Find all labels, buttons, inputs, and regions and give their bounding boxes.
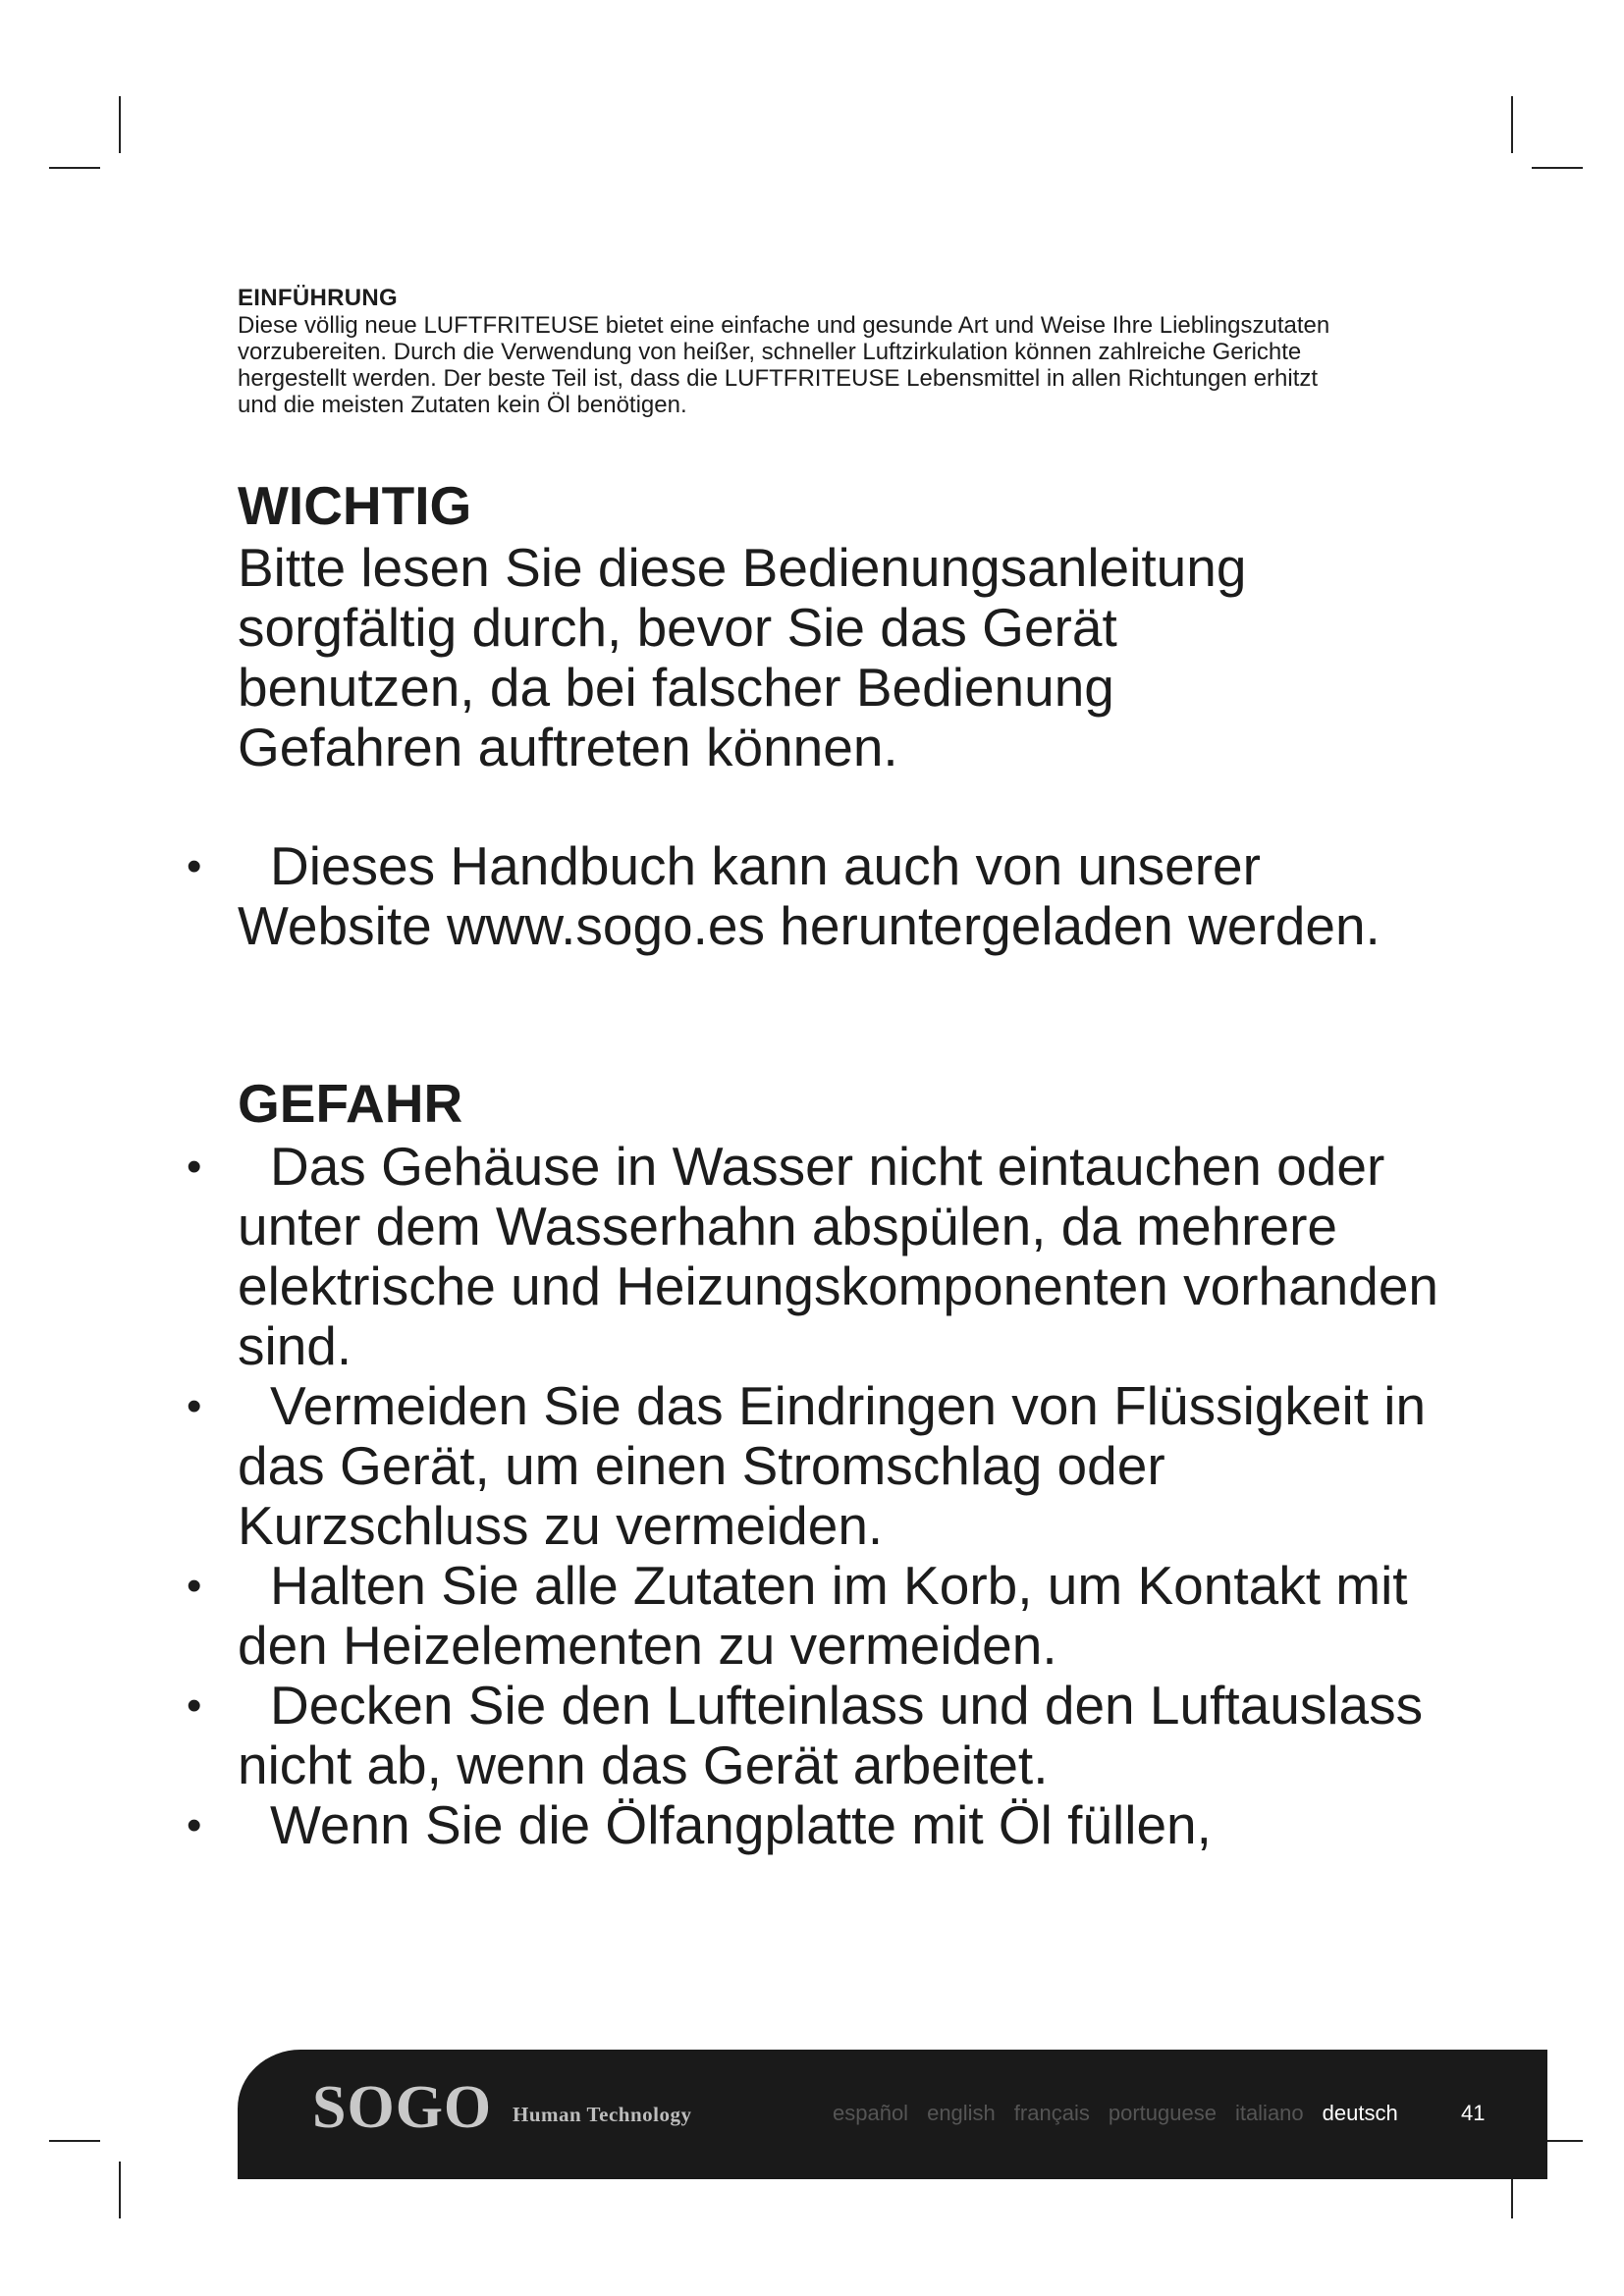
bullet-icon: • xyxy=(187,842,202,890)
crop-mark xyxy=(119,96,121,153)
bullet-icon: • xyxy=(187,1562,202,1610)
crop-mark xyxy=(1511,96,1513,153)
danger-item: Das Gehäuse in Wasser nicht eintauchen oder unter dem Wasserhahn abspülen, da mehrere elektrische und Heizungskomponenten vorhanden sind. xyxy=(238,1136,1439,1376)
list-item xyxy=(187,1794,1445,1855)
bullet-icon: • xyxy=(187,1801,202,1849)
list-item xyxy=(187,1555,1445,1676)
crop-mark xyxy=(49,2140,100,2142)
bullet-icon: • xyxy=(187,1682,202,1730)
page-number: 41 xyxy=(1461,2101,1486,2125)
note-list xyxy=(187,835,1445,956)
crop-mark xyxy=(1532,167,1583,169)
note-text: Dieses Handbuch kann auch von unserer Website www.sogo.es heruntergeladen werden. xyxy=(238,835,1380,956)
danger-item: Wenn Sie die Ölfangplatte mit Öl füllen, xyxy=(270,1794,1212,1855)
list-item xyxy=(187,1136,1445,1376)
list-item xyxy=(187,835,1445,956)
crop-mark xyxy=(49,167,100,169)
important-heading: WICHTIG xyxy=(238,475,472,536)
list-item xyxy=(187,1375,1445,1556)
language-item-portuguese: portuguese xyxy=(1108,2101,1217,2125)
danger-item: Vermeiden Sie das Eindringen von Flüssigkeit in das Gerät, um einen Stromschlag oder Kurzschluss zu vermeiden. xyxy=(238,1375,1427,1556)
footer-bar xyxy=(238,2050,1547,2179)
bullet-icon: • xyxy=(187,1143,202,1191)
intro-body: Diese völlig neue LUFTFRITEUSE bietet eine einfache und gesunde Art und Weise Ihre Lieblingszutaten vorzubereiten. Durch die Verwendung von heißer, schneller Luftzirkulation können zahlreiche Gerichte hergestellt werden. Der beste Teil ist, dass die LUFTFRITEUSE Lebensmittel in allen Richtungen erhitzt und die meisten Zutaten kein Öl benötigen. xyxy=(238,312,1330,418)
danger-heading: GEFAHR xyxy=(238,1073,463,1134)
language-item-francais: français xyxy=(1013,2101,1090,2125)
language-item-italiano: italiano xyxy=(1234,2101,1304,2125)
danger-item: Halten Sie alle Zutaten im Korb, um Kontakt mit den Heizelementen zu vermeiden. xyxy=(238,1555,1408,1676)
crop-mark xyxy=(119,2162,121,2218)
list-item xyxy=(187,1675,1445,1795)
danger-item: Decken Sie den Lufteinlass und den Luftauslass nicht ab, wenn das Gerät arbeitet. xyxy=(238,1675,1424,1795)
brand-tagline: Human Technology xyxy=(513,2103,692,2126)
important-text: Bitte lesen Sie diese Bedienungsanleitung sorgfältig durch, bevor Sie das Gerät benutzen, da bei falscher Bedienung Gefahren auftreten können. xyxy=(238,537,1247,777)
language-item-deutsch: deutsch xyxy=(1322,2101,1398,2125)
danger-list xyxy=(187,1136,1445,1855)
language-item-english: english xyxy=(927,2101,996,2125)
intro-title: EINFÜHRUNG xyxy=(238,285,398,311)
bullet-icon: • xyxy=(187,1382,202,1430)
language-list xyxy=(833,2101,1398,2126)
sogo-logo: SOGO xyxy=(312,2074,493,2141)
language-item-espanol: español xyxy=(833,2101,909,2125)
